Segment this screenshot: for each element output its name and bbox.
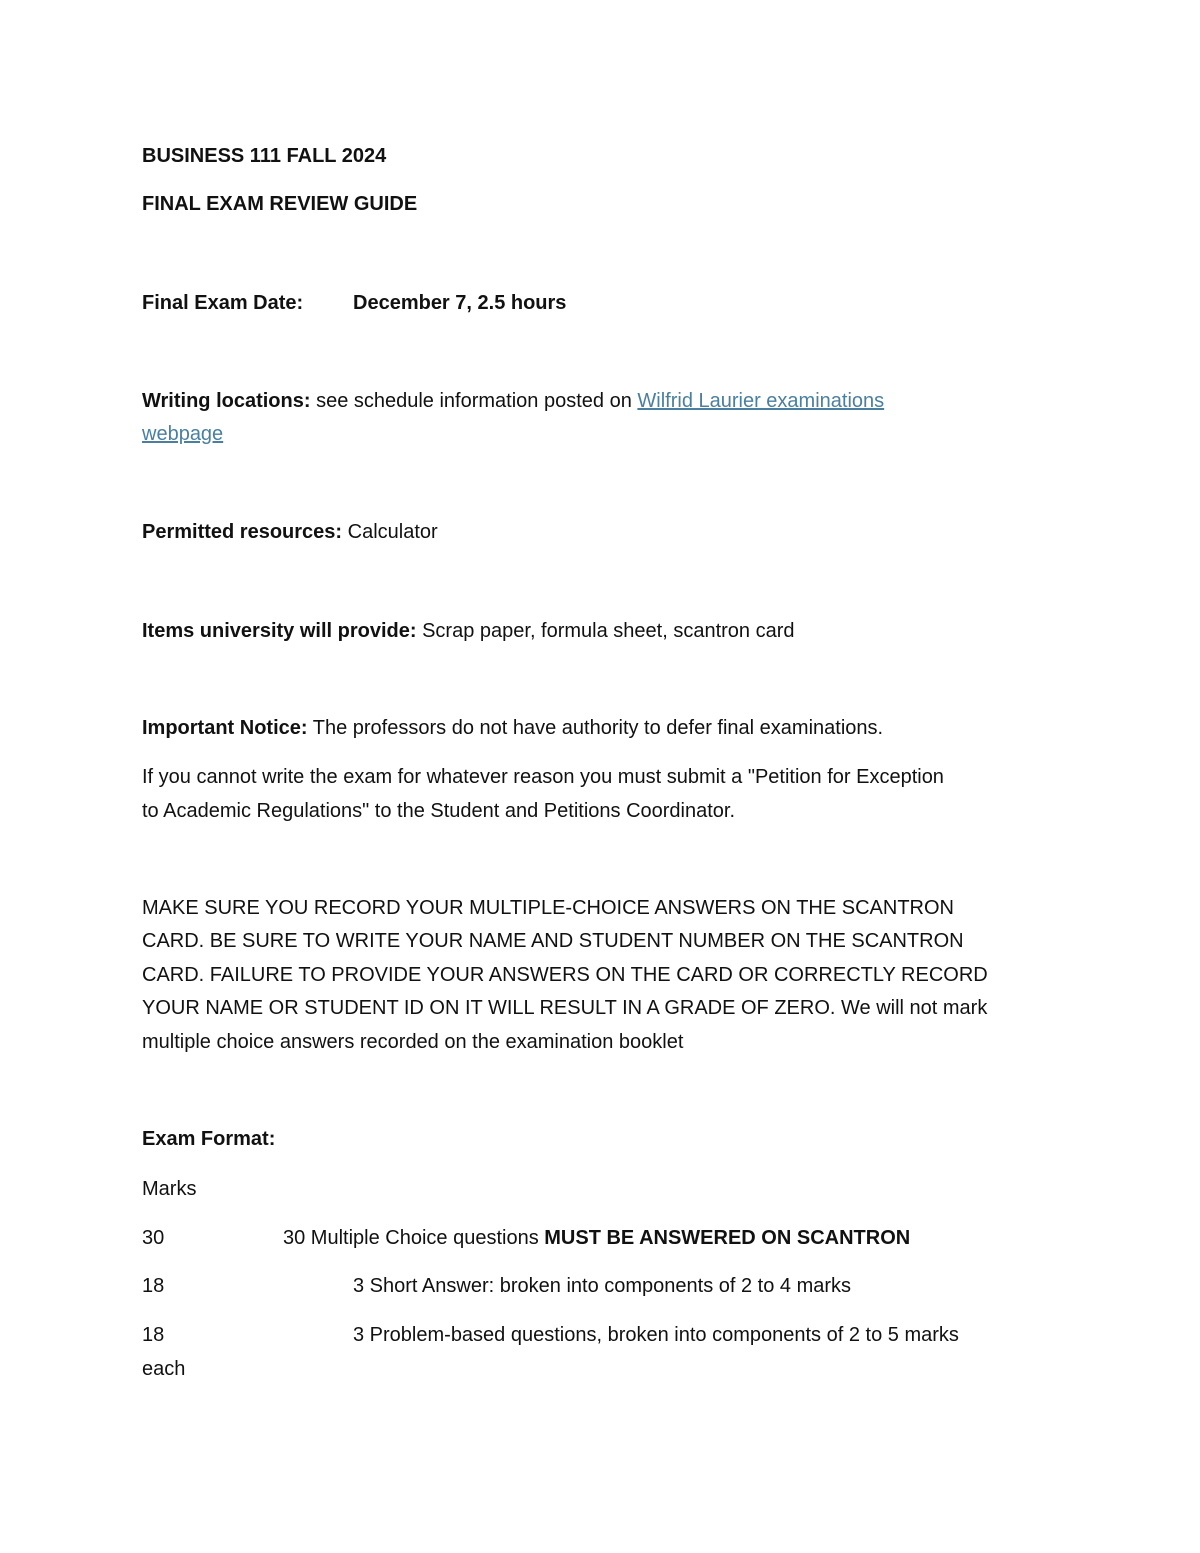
scantron-warning-line-1: MAKE SURE YOU RECORD YOUR MULTIPLE-CHOICE ANSWERS ON THE SCANTRON (142, 897, 954, 919)
notice-paragraph-line-1: If you cannot write the exam for whatever reason you must submit a "Petition for Exception (142, 766, 944, 788)
writing-locations-label: Writing locations: (142, 390, 311, 412)
scantron-warning-line-2: CARD. BE SURE TO WRITE YOUR NAME AND STUDENT NUMBER ON THE SCANTRON (142, 930, 964, 952)
format-row-marks: 30 (142, 1227, 165, 1249)
format-row-emphasis: MUST BE ANSWERED ON SCANTRON (544, 1227, 911, 1249)
important-notice-row (142, 716, 883, 740)
exam-date-value: December 7, 2.5 hours (353, 292, 567, 314)
permitted-resources-row (142, 520, 438, 544)
format-row-marks: 18 (142, 1324, 165, 1346)
provided-items-text: Scrap paper, formula sheet, scantron card (416, 620, 795, 642)
course-title: BUSINESS 111 FALL 2024 (142, 145, 387, 167)
permitted-resources-text: Calculator (342, 521, 438, 543)
exam-format-heading: Exam Format: (142, 1128, 276, 1150)
format-row-description: 3 Short Answer: broken into components of 2 to 4 marks (353, 1275, 852, 1297)
scantron-warning-line-4: YOUR NAME OR STUDENT ID ON IT WILL RESULT IN A GRADE OF ZERO. We will not mark (142, 997, 988, 1019)
format-row (142, 1323, 959, 1347)
examinations-webpage-link[interactable]: Wilfrid Laurier examinations (637, 390, 885, 412)
format-row-description (283, 1226, 910, 1250)
format-row-desc-text: 30 Multiple Choice questions (283, 1227, 545, 1249)
format-row-marks: 18 (142, 1275, 165, 1297)
marks-header: Marks (142, 1178, 197, 1200)
writing-locations-text: see schedule information posted on (310, 390, 638, 412)
provided-items-row (142, 619, 795, 643)
important-notice-label: Important Notice: (142, 717, 308, 739)
format-row (142, 1226, 911, 1250)
format-row-wrap: each (142, 1358, 186, 1380)
writing-locations-row-2 (142, 422, 223, 446)
permitted-resources-label: Permitted resources: (142, 521, 343, 543)
important-notice-text: The professors do not have authority to defer final examinations. (307, 717, 884, 739)
exam-date-row (142, 291, 567, 315)
scantron-warning-line-5: multiple choice answers recorded on the examination booklet (142, 1031, 684, 1053)
examinations-webpage-link-continued[interactable]: webpage (142, 423, 224, 445)
writing-locations-row (142, 389, 884, 413)
format-row (142, 1274, 852, 1298)
document-title: FINAL EXAM REVIEW GUIDE (142, 193, 418, 215)
exam-date-label: Final Exam Date: (142, 292, 304, 314)
notice-paragraph-line-2: to Academic Regulations" to the Student and Petitions Coordinator. (142, 800, 736, 822)
provided-items-label: Items university will provide: (142, 620, 417, 642)
format-row-description: 3 Problem-based questions, broken into components of 2 to 5 marks (353, 1324, 959, 1346)
scantron-warning-line-3: CARD. FAILURE TO PROVIDE YOUR ANSWERS ON THE CARD OR CORRECTLY RECORD (142, 964, 988, 986)
